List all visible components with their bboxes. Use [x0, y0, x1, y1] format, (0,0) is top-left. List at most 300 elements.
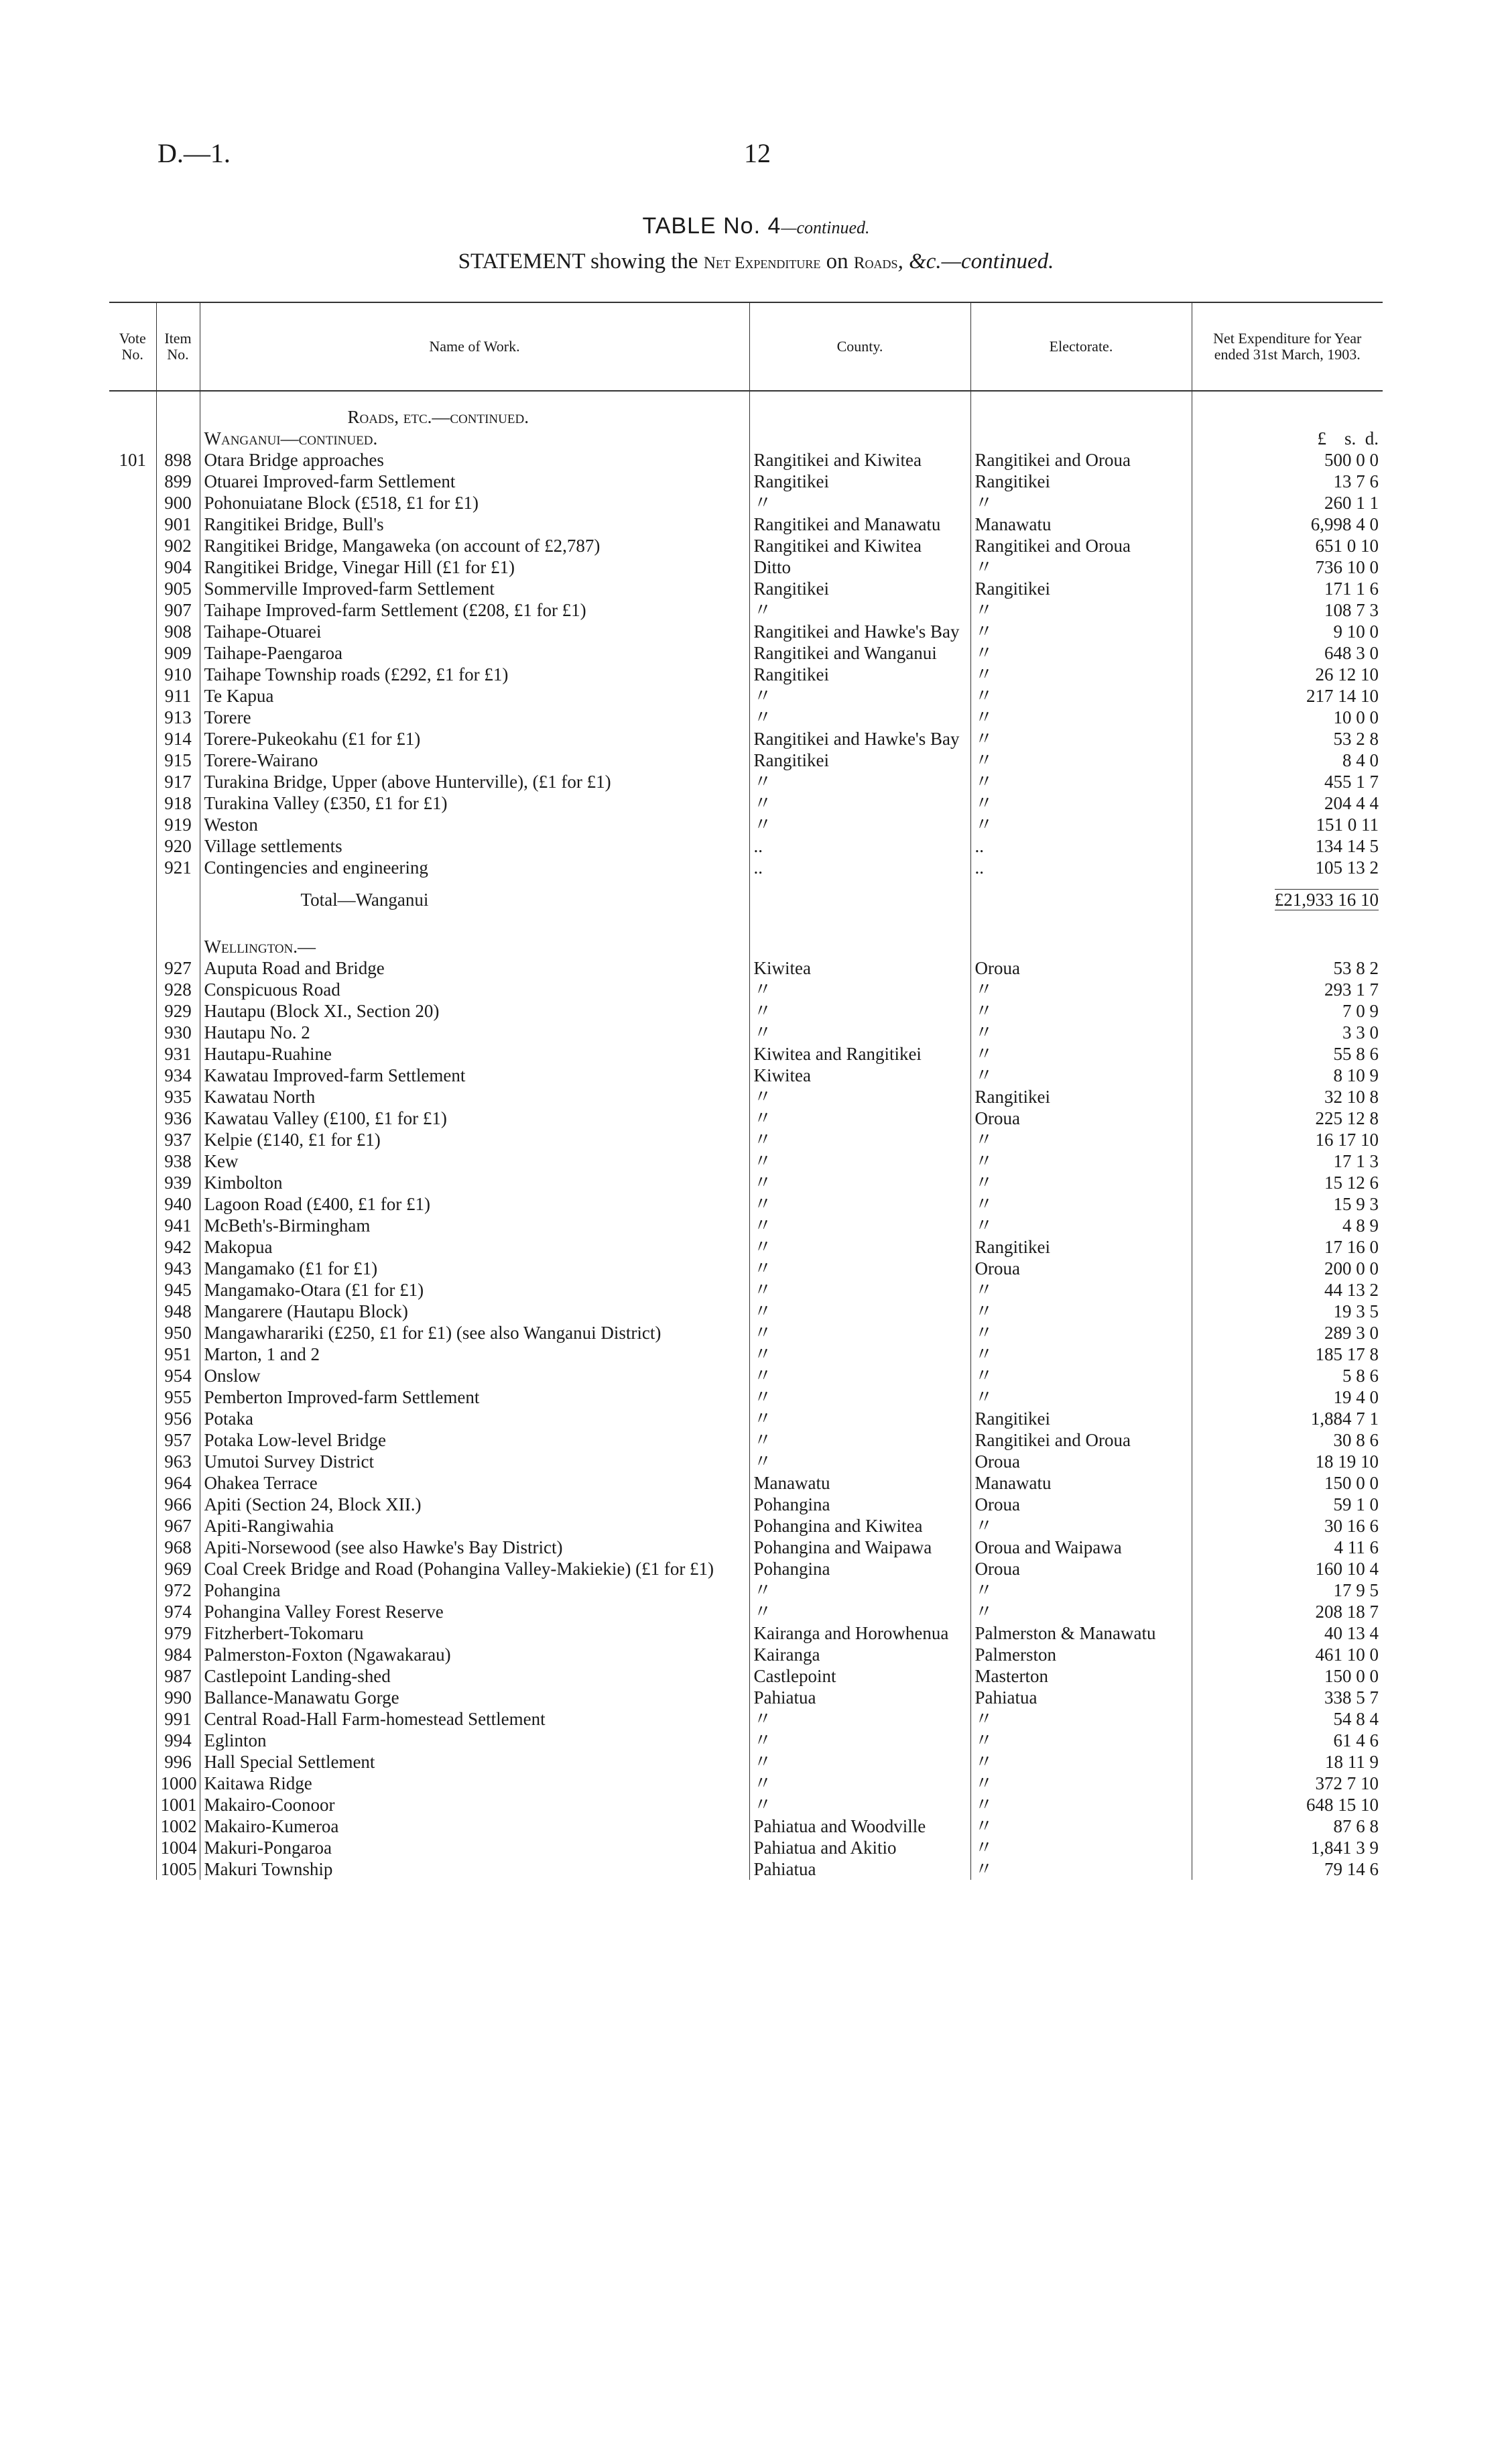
electorate-cell: 〃	[970, 1215, 1192, 1236]
page-number: 12	[744, 138, 771, 168]
amount-cell: 150 0 0	[1192, 1665, 1383, 1687]
item-no-cell: 950	[156, 1322, 200, 1344]
work-name-cell: Rangitikei Bridge, Bull's	[200, 514, 749, 535]
work-name-cell: Umutoi Survey District	[200, 1451, 749, 1472]
table-title	[0, 213, 1512, 239]
item-no-cell: 931	[156, 1043, 200, 1065]
electorate-cell: 〃	[970, 1322, 1192, 1344]
amount-cell: 17 1 3	[1192, 1150, 1383, 1172]
table-row	[109, 1236, 1383, 1258]
table-row	[109, 1086, 1383, 1108]
table-row	[109, 621, 1383, 642]
item-no-cell: 904	[156, 556, 200, 578]
table-row	[109, 1708, 1383, 1730]
vote-cell	[109, 1687, 156, 1708]
work-name-cell: Kew	[200, 1150, 749, 1172]
electorate-cell: 〃	[970, 621, 1192, 642]
vote-cell	[109, 1344, 156, 1365]
electorate-cell: 〃	[970, 1858, 1192, 1880]
item-no-cell: 917	[156, 771, 200, 792]
vote-cell	[109, 1065, 156, 1086]
table-row	[109, 1858, 1383, 1880]
table-row	[109, 471, 1383, 492]
amount-cell: 15 12 6	[1192, 1172, 1383, 1193]
item-no-cell: 964	[156, 1472, 200, 1494]
table-row	[109, 1451, 1383, 1472]
total-label: Total—Wanganui	[300, 890, 429, 910]
section-heading-row	[109, 406, 1383, 428]
vote-cell	[109, 685, 156, 707]
work-name-cell: Turakina Valley (£350, £1 for £1)	[200, 792, 749, 814]
table-row	[109, 1537, 1383, 1558]
amount-cell: 648 3 0	[1192, 642, 1383, 664]
work-name-cell: Mangarere (Hautapu Block)	[200, 1301, 749, 1322]
amount-cell: 500 0 0	[1192, 449, 1383, 471]
work-name-cell: Ohakea Terrace	[200, 1472, 749, 1494]
vote-cell	[109, 1601, 156, 1622]
item-no-cell: 967	[156, 1515, 200, 1537]
item-no-cell: 969	[156, 1558, 200, 1579]
work-name-cell: Apiti-Rangiwahia	[200, 1515, 749, 1537]
table-row	[109, 1794, 1383, 1815]
currency-pounds: £	[1317, 428, 1326, 449]
work-name-cell: Coal Creek Bridge and Road (Pohangina Valley-Makiekie) (£1 for £1)	[200, 1558, 749, 1579]
electorate-cell: 〃	[970, 1515, 1192, 1537]
vote-cell	[109, 1258, 156, 1279]
work-name-cell: Makuri Township	[200, 1858, 749, 1880]
county-cell: Rangitikei and Wanganui	[749, 642, 970, 664]
electorate-cell: Oroua	[970, 957, 1192, 979]
vote-cell	[109, 1494, 156, 1515]
county-cell: 〃	[749, 1258, 970, 1279]
table-row	[109, 792, 1383, 814]
county-cell: 〃	[749, 1150, 970, 1172]
work-name-cell: Kawatau North	[200, 1086, 749, 1108]
table-row	[109, 1172, 1383, 1193]
county-cell: 〃	[749, 1301, 970, 1322]
item-no-cell: 934	[156, 1065, 200, 1086]
item-no-cell: 972	[156, 1579, 200, 1601]
vote-cell	[109, 1708, 156, 1730]
county-cell: 〃	[749, 1365, 970, 1386]
amount-cell: 79 14 6	[1192, 1858, 1383, 1880]
electorate-cell: 〃	[970, 1751, 1192, 1773]
item-no-cell: 939	[156, 1172, 200, 1193]
electorate-cell: 〃	[970, 1172, 1192, 1193]
item-no-cell: 936	[156, 1108, 200, 1129]
county-cell: Pahiatua and Akitio	[749, 1837, 970, 1858]
electorate-cell: Rangitikei and Oroua	[970, 535, 1192, 556]
table-row	[109, 771, 1383, 792]
vote-cell	[109, 514, 156, 535]
amount-cell: 455 1 7	[1192, 771, 1383, 792]
report-reference: D.—1.	[158, 138, 231, 168]
vote-cell	[109, 1794, 156, 1815]
amount-cell: 208 18 7	[1192, 1601, 1383, 1622]
vote-cell	[109, 1086, 156, 1108]
electorate-cell: 〃	[970, 1579, 1192, 1601]
item-no-cell: 948	[156, 1301, 200, 1322]
vote-cell	[109, 1022, 156, 1043]
county-cell: Pohangina	[749, 1494, 970, 1515]
county-cell: Rangitikei	[749, 471, 970, 492]
amount-cell: 108 7 3	[1192, 599, 1383, 621]
amount-cell: 61 4 6	[1192, 1730, 1383, 1751]
vote-cell	[109, 1236, 156, 1258]
electorate-cell: Oroua	[970, 1108, 1192, 1129]
item-no-cell: 979	[156, 1622, 200, 1644]
table-row	[109, 1344, 1383, 1365]
item-no-cell: 921	[156, 857, 200, 878]
county-cell: 〃	[749, 1000, 970, 1022]
county-cell: 〃	[749, 1429, 970, 1451]
county-cell: 〃	[749, 1730, 970, 1751]
table-row	[109, 1022, 1383, 1043]
work-name-cell: Weston	[200, 814, 749, 835]
county-cell: Rangitikei and Kiwitea	[749, 535, 970, 556]
county-cell: Rangitikei and Kiwitea	[749, 449, 970, 471]
amount-cell: 55 8 6	[1192, 1043, 1383, 1065]
electorate-cell: 〃	[970, 1129, 1192, 1150]
electorate-cell: 〃	[970, 1773, 1192, 1794]
item-no-cell: 902	[156, 535, 200, 556]
table-row	[109, 1730, 1383, 1751]
work-name-cell: Taihape Improved-farm Settlement (£208, £1 for £1)	[200, 599, 749, 621]
table-row	[109, 535, 1383, 556]
amount-cell: 150 0 0	[1192, 1472, 1383, 1494]
county-cell: Kairanga	[749, 1644, 970, 1665]
county-cell: 〃	[749, 1408, 970, 1429]
district-heading-row	[109, 428, 1383, 449]
vote-cell	[109, 1365, 156, 1386]
county-cell: 〃	[749, 814, 970, 835]
vote-cell	[109, 1043, 156, 1065]
table-row	[109, 449, 1383, 471]
county-cell: 〃	[749, 1794, 970, 1815]
item-no-cell: 1002	[156, 1815, 200, 1837]
electorate-cell: 〃	[970, 642, 1192, 664]
electorate-cell: Palmerston	[970, 1644, 1192, 1665]
vote-cell	[109, 792, 156, 814]
item-no-cell: 937	[156, 1129, 200, 1150]
county-cell: 〃	[749, 1236, 970, 1258]
vote-cell	[109, 707, 156, 728]
county-cell: 〃	[749, 1215, 970, 1236]
item-no-cell: 919	[156, 814, 200, 835]
item-no-cell: 900	[156, 492, 200, 514]
electorate-cell: 〃	[970, 1344, 1192, 1365]
vote-cell	[109, 1000, 156, 1022]
work-name-cell: Potaka Low-level Bridge	[200, 1429, 749, 1451]
item-no-cell: 966	[156, 1494, 200, 1515]
county-cell: 〃	[749, 1193, 970, 1215]
table-row	[109, 556, 1383, 578]
work-name-cell: Kaitawa Ridge	[200, 1773, 749, 1794]
county-cell: 〃	[749, 1129, 970, 1150]
work-name-cell: Kelpie (£140, £1 for £1)	[200, 1129, 749, 1150]
vote-cell	[109, 1730, 156, 1751]
header-electorate: Electorate.	[970, 302, 1192, 391]
vote-cell	[109, 835, 156, 857]
amount-cell: 204 4 4	[1192, 792, 1383, 814]
item-no-cell: 914	[156, 728, 200, 750]
header-net-expenditure: Net Expenditure for Year ended 31st March, 1903.	[1192, 302, 1383, 391]
work-name-cell: Hall Special Settlement	[200, 1751, 749, 1773]
expenditure-table	[109, 302, 1383, 1880]
amount-cell: 53 8 2	[1192, 957, 1383, 979]
vote-cell	[109, 979, 156, 1000]
county-cell: ..	[749, 857, 970, 878]
item-no-cell: 905	[156, 578, 200, 599]
electorate-cell: 〃	[970, 728, 1192, 750]
amount-cell: 200 0 0	[1192, 1258, 1383, 1279]
electorate-cell: 〃	[970, 1815, 1192, 1837]
county-cell: Kairanga and Horowhenua	[749, 1622, 970, 1644]
amount-cell: 59 1 0	[1192, 1494, 1383, 1515]
amount-cell: 10 0 0	[1192, 707, 1383, 728]
vote-cell	[109, 1408, 156, 1429]
county-cell: Rangitikei and Hawke's Bay	[749, 728, 970, 750]
vote-cell	[109, 1215, 156, 1236]
amount-cell: 40 13 4	[1192, 1622, 1383, 1644]
item-no-cell: 991	[156, 1708, 200, 1730]
vote-cell	[109, 750, 156, 771]
amount-cell: 9 10 0	[1192, 621, 1383, 642]
item-no-cell: 929	[156, 1000, 200, 1022]
electorate-cell: 〃	[970, 750, 1192, 771]
amount-cell: 1,884 7 1	[1192, 1408, 1383, 1429]
county-cell: 〃	[749, 1579, 970, 1601]
amount-cell: 134 14 5	[1192, 835, 1383, 857]
amount-cell: 26 12 10	[1192, 664, 1383, 685]
item-no-cell: 954	[156, 1365, 200, 1386]
vote-cell	[109, 1108, 156, 1129]
vote-cell	[109, 1515, 156, 1537]
electorate-cell: 〃	[970, 771, 1192, 792]
amount-cell: 13 7 6	[1192, 471, 1383, 492]
work-name-cell: Taihape-Paengaroa	[200, 642, 749, 664]
amount-cell: 160 10 4	[1192, 1558, 1383, 1579]
subtitle-tail: , &c.—continued.	[897, 249, 1054, 274]
table-row	[109, 1408, 1383, 1429]
item-no-cell: 940	[156, 1193, 200, 1215]
vote-cell	[109, 1622, 156, 1644]
county-cell: 〃	[749, 1172, 970, 1193]
table-row	[109, 1751, 1383, 1773]
vote-cell	[109, 1644, 156, 1665]
electorate-cell: 〃	[970, 1837, 1192, 1858]
county-cell: Castlepoint	[749, 1665, 970, 1687]
amount-cell: 18 11 9	[1192, 1751, 1383, 1773]
amount-cell: 1,841 3 9	[1192, 1837, 1383, 1858]
county-cell: 〃	[749, 1451, 970, 1472]
vote-cell	[109, 1301, 156, 1322]
amount-cell: 30 8 6	[1192, 1429, 1383, 1451]
table-row	[109, 1193, 1383, 1215]
amount-cell: 16 17 10	[1192, 1129, 1383, 1150]
vote-cell	[109, 1193, 156, 1215]
table-row	[109, 664, 1383, 685]
work-name-cell: Eglinton	[200, 1730, 749, 1751]
table-row	[109, 835, 1383, 857]
electorate-cell: 〃	[970, 599, 1192, 621]
item-no-cell: 941	[156, 1215, 200, 1236]
subtitle-lead: STATEMENT showing the	[458, 249, 704, 274]
electorate-cell: Oroua and Waipawa	[970, 1537, 1192, 1558]
county-cell: Kiwitea and Rangitikei	[749, 1043, 970, 1065]
amount-cell: 151 0 11	[1192, 814, 1383, 835]
electorate-cell: 〃	[970, 1279, 1192, 1301]
table-row	[109, 707, 1383, 728]
work-name-cell: Pohonuiatane Block (£518, £1 for £1)	[200, 492, 749, 514]
vote-cell	[109, 1773, 156, 1794]
work-name-cell: Torere-Pukeokahu (£1 for £1)	[200, 728, 749, 750]
item-no-cell: 928	[156, 979, 200, 1000]
electorate-cell: 〃	[970, 1708, 1192, 1730]
item-no-cell: 1001	[156, 1794, 200, 1815]
work-name-cell: Makuri-Pongaroa	[200, 1837, 749, 1858]
electorate-cell: 〃	[970, 556, 1192, 578]
electorate-cell: Rangitikei	[970, 1236, 1192, 1258]
currency-shillings: s.	[1344, 428, 1357, 449]
item-no-cell: 898	[156, 449, 200, 471]
amount-cell: 3 3 0	[1192, 1022, 1383, 1043]
amount-cell: 18 19 10	[1192, 1451, 1383, 1472]
item-no-cell: 942	[156, 1236, 200, 1258]
vote-cell	[109, 857, 156, 878]
amount-cell: 53 2 8	[1192, 728, 1383, 750]
amount-cell: 372 7 10	[1192, 1773, 1383, 1794]
vote-cell	[109, 1579, 156, 1601]
table-subtitle	[0, 249, 1512, 274]
item-no-cell: 927	[156, 957, 200, 979]
work-name-cell: Central Road-Hall Farm-homestead Settlement	[200, 1708, 749, 1730]
amount-cell: 30 16 6	[1192, 1515, 1383, 1537]
table-row	[109, 1129, 1383, 1150]
vote-cell	[109, 599, 156, 621]
item-no-cell: 911	[156, 685, 200, 707]
currency-pence: d.	[1365, 428, 1379, 449]
table-row	[109, 1258, 1383, 1279]
vote-cell	[109, 1129, 156, 1150]
vote-cell	[109, 664, 156, 685]
amount-cell: 8 10 9	[1192, 1065, 1383, 1086]
electorate-cell: 〃	[970, 1043, 1192, 1065]
county-cell: Rangitikei	[749, 750, 970, 771]
work-name-cell: Ballance-Manawatu Gorge	[200, 1687, 749, 1708]
work-name-cell: Hautapu (Block XI., Section 20)	[200, 1000, 749, 1022]
item-no-cell: 996	[156, 1751, 200, 1773]
item-no-cell: 987	[156, 1665, 200, 1687]
vote-cell	[109, 1429, 156, 1451]
item-no-cell: 901	[156, 514, 200, 535]
vote-cell	[109, 1537, 156, 1558]
currency-header	[1192, 428, 1383, 449]
work-name-cell: Makairo-Kumeroa	[200, 1815, 749, 1837]
item-no-cell: 907	[156, 599, 200, 621]
electorate-cell: 〃	[970, 1065, 1192, 1086]
amount-cell: 338 5 7	[1192, 1687, 1383, 1708]
county-cell: Pohangina and Waipawa	[749, 1537, 970, 1558]
work-name-cell: Turakina Bridge, Upper (above Hunterville), (£1 for £1)	[200, 771, 749, 792]
vote-cell	[109, 1472, 156, 1494]
district-heading-row	[109, 936, 1383, 957]
work-name-cell: Hautapu-Ruahine	[200, 1043, 749, 1065]
county-cell: 〃	[749, 492, 970, 514]
table-row	[109, 1429, 1383, 1451]
county-cell: 〃	[749, 1344, 970, 1365]
electorate-cell: 〃	[970, 1022, 1192, 1043]
table-row	[109, 1150, 1383, 1172]
amount-cell: 4 11 6	[1192, 1537, 1383, 1558]
amount-cell: 54 8 4	[1192, 1708, 1383, 1730]
item-no-cell: 1005	[156, 1858, 200, 1880]
district-heading-wellington: Wellington.—	[204, 937, 316, 957]
amount-cell: 44 13 2	[1192, 1279, 1383, 1301]
amount-cell: 19 4 0	[1192, 1386, 1383, 1408]
work-name-cell: Pohangina	[200, 1579, 749, 1601]
vote-cell	[109, 1751, 156, 1773]
table-row	[109, 599, 1383, 621]
total-row-wanganui	[109, 889, 1383, 910]
county-cell: Pohangina and Kiwitea	[749, 1515, 970, 1537]
table-row	[109, 1365, 1383, 1386]
amount-cell: 15 9 3	[1192, 1193, 1383, 1215]
table-row	[109, 1494, 1383, 1515]
amount-cell: 17 16 0	[1192, 1236, 1383, 1258]
table-row	[109, 1601, 1383, 1622]
county-cell: Manawatu	[749, 1472, 970, 1494]
vote-cell	[109, 642, 156, 664]
amount-cell: 225 12 8	[1192, 1108, 1383, 1129]
item-no-cell: 938	[156, 1150, 200, 1172]
vote-cell	[109, 814, 156, 835]
electorate-cell: Rangitikei and Oroua	[970, 449, 1192, 471]
work-name-cell: Otara Bridge approaches	[200, 449, 749, 471]
county-cell: 〃	[749, 1279, 970, 1301]
amount-cell: 648 15 10	[1192, 1794, 1383, 1815]
electorate-cell: 〃	[970, 979, 1192, 1000]
work-name-cell: Makopua	[200, 1236, 749, 1258]
work-name-cell: Castlepoint Landing-shed	[200, 1665, 749, 1687]
county-cell: Rangitikei and Manawatu	[749, 514, 970, 535]
amount-cell: 461 10 0	[1192, 1644, 1383, 1665]
electorate-cell: 〃	[970, 814, 1192, 835]
work-name-cell: Conspicuous Road	[200, 979, 749, 1000]
item-no-cell: 963	[156, 1451, 200, 1472]
electorate-cell: 〃	[970, 1386, 1192, 1408]
amount-cell: 736 10 0	[1192, 556, 1383, 578]
subtitle-roads: Roads	[853, 254, 898, 272]
district-heading-wanganui: Wanganui—continued.	[204, 428, 378, 449]
item-no-cell: 945	[156, 1279, 200, 1301]
work-name-cell: Taihape-Otuarei	[200, 621, 749, 642]
amount-cell: 32 10 8	[1192, 1086, 1383, 1108]
electorate-cell: Rangitikei and Oroua	[970, 1429, 1192, 1451]
vote-cell: 101	[119, 450, 146, 470]
electorate-cell: Oroua	[970, 1494, 1192, 1515]
item-no-cell: 955	[156, 1386, 200, 1408]
table-body	[109, 391, 1383, 1880]
item-no-cell: 909	[156, 642, 200, 664]
work-name-cell: Marton, 1 and 2	[200, 1344, 749, 1365]
work-name-cell: Potaka	[200, 1408, 749, 1429]
table-row	[109, 1000, 1383, 1022]
amount-cell: 185 17 8	[1192, 1344, 1383, 1365]
electorate-cell: ..	[970, 857, 1192, 878]
table-row	[109, 1579, 1383, 1601]
electorate-cell: Rangitikei	[970, 578, 1192, 599]
